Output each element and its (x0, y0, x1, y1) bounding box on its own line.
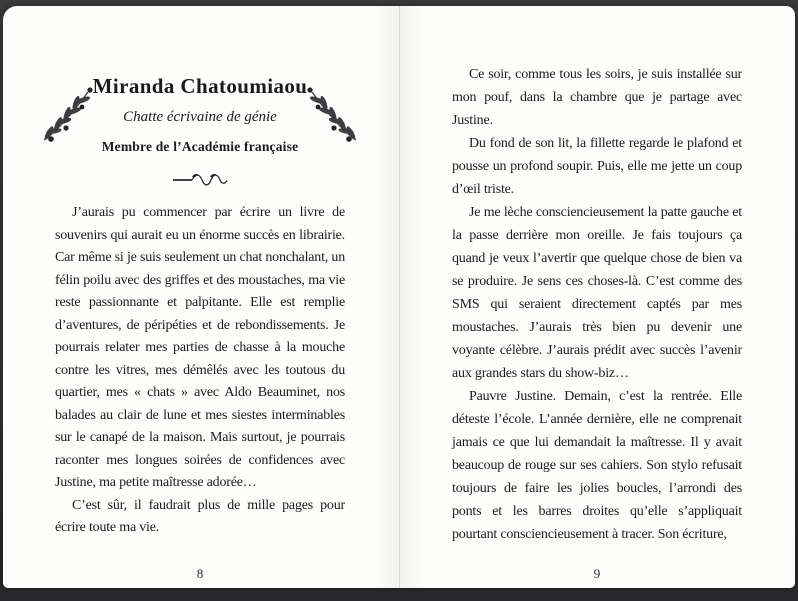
paragraph: C’est sûr, il faudrait plus de mille pages pour écrire toute ma vie. (55, 497, 345, 535)
gutter-shadow-left (373, 6, 399, 588)
page-left (55, 6, 345, 588)
chapter-affiliation: Membre de l’Académie française (101, 139, 299, 154)
left-page-text (55, 202, 345, 540)
paragraph: Du fond de son lit, la fillette regarde le plafond et pousse un profond soupir. Puis, elle me jette un coup d’œil triste. (452, 136, 742, 197)
book-spread (3, 6, 795, 588)
paragraph: Je me lèche consciencieusement la patte gauche et la passe derrière mon oreille. Je fais toujours ça quand je veux l’avertir que quelque chose de bien va se produire. Je sens ces choses-là. C’est comme des SMS qui seraient directement captés par mes moustaches. J’aurais très bien pu devenir une voyante célèbre. J’aurais prédit avec succès l’avenir aux grandes stars du show-biz… (452, 205, 742, 381)
gutter-shadow-right (399, 6, 425, 588)
paragraph: J’aurais pu commencer par écrire un livre de souvenirs qui aurait eu un énorme succès en librairie. Car même si je suis seulement un chat nonchalant, un félin poilu avec des griffes et des moustaches, ma vie reste passionnante et palpitante. Elle est remplie d’aventures, de péripéties et de rebondissements. Je pourrais relater mes parties de chasse à la mouche contre les vitres, mes démêlés avec les toutous du quartier, mes « chats » avec Aldo Beauminet, nos balades au clair de lune et mes siestes interminables sur le canapé de la maison. Mais surtout, je pourrais raconter mes longues soirées de confidences avec Justine, ma petite maîtresse adorée… (55, 205, 345, 490)
right-page-text (452, 63, 742, 546)
olive-branch-left-icon (38, 84, 96, 146)
page-number-left: 8 (196, 566, 204, 581)
chapter-header (55, 74, 345, 190)
squiggle-divider-icon (55, 170, 345, 190)
paragraph: Pauvre Justine. Demain, c’est la rentrée. Elle déteste l’école. L’année dernière, elle ne comprenait jamais ce que lui demandait la maîtresse. Il y avait beaucoup de rouge sur ses cahiers. Son stylo refusait toujours de faire les jolies boucles, l’arrondi des ponts et les barres droites qu’elle s’appliquait pourtant consciencieusement à tracer. Son écriture, (452, 389, 742, 542)
page-number-right: 9 (593, 566, 601, 581)
chapter-subtitle: Chatte écrivaine de génie (123, 109, 277, 125)
chapter-title: Miranda Chatoumiaou (92, 74, 308, 98)
page-right (452, 6, 742, 588)
olive-branch-right-icon (304, 84, 362, 146)
paragraph: Ce soir, comme tous les soirs, je suis installée sur mon pouf, dans la chambre que je partage avec Justine. (452, 67, 742, 128)
page-gutter (399, 6, 400, 588)
